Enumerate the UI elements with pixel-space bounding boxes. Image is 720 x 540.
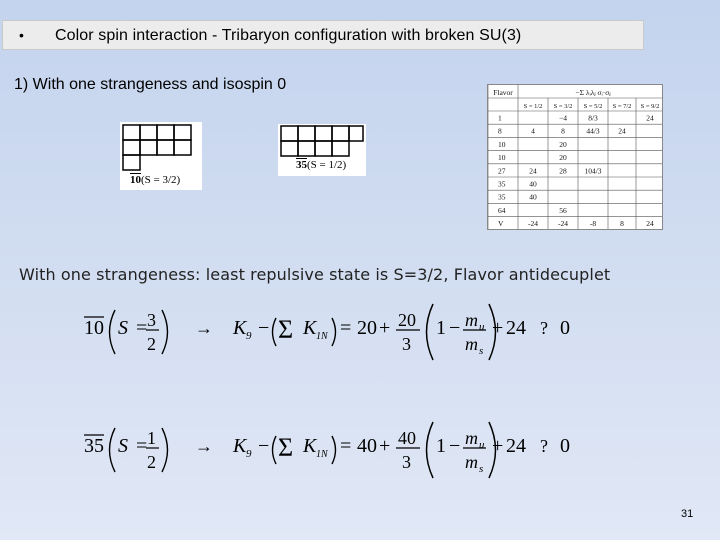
young-rep-antidecuplet: 10 (130, 174, 141, 186)
table-header-eigen: −Σ λᵢλⱼ σᵢ·σⱼ (575, 88, 611, 97)
eq-k9: K (233, 435, 247, 457)
table-cell: 24 (618, 126, 626, 136)
eq-mass-den-sub: s (479, 345, 484, 357)
eq-mass-left-paren (427, 422, 434, 478)
eq-equals: = (136, 435, 148, 457)
table-cell: 40 (529, 179, 537, 189)
conclusion-statement: With one strangeness: least repulsive state is S=3/2, Flavor antidecuplet (19, 265, 611, 284)
eq-mass-den-sub: s (479, 463, 484, 475)
young-spin-35plet: (S = 1/2) (307, 159, 347, 171)
table-row-flavor: 64 (498, 205, 506, 215)
table-cell: 4 (531, 126, 535, 136)
table-cell: 8/3 (588, 113, 598, 123)
eq-sum-sub: 1N (316, 449, 328, 460)
eq-plus: + (379, 317, 391, 339)
eq-rep: 10 (84, 317, 104, 339)
slide-title: Color spin interaction - Tribaryon configuration with broken SU(3) (55, 27, 522, 44)
eq-spin-den: 2 (147, 452, 156, 472)
flavor-spin-table-grid (488, 85, 663, 230)
table-header-spin: S = 9/2 (640, 103, 660, 110)
eq-sum-symbol: Σ (278, 315, 294, 344)
eq-rep: 35 (84, 435, 104, 457)
young-diagram-35plet (278, 124, 366, 176)
eq-sum-k: K (303, 317, 317, 339)
eq-left-paren (110, 428, 116, 472)
young-label-antidecuplet (130, 174, 180, 186)
eq-k9-sub: 9 (246, 330, 252, 342)
section-heading: 1) With one strangeness and isospin 0 (14, 76, 287, 93)
eq-const: 40 (357, 435, 377, 457)
table-cell: -8 (589, 219, 597, 229)
young-rep-35plet: 35 (296, 159, 307, 171)
table-cell: 24 (529, 166, 537, 176)
eq-equals-2: = (340, 317, 352, 339)
table-row-flavor: 1 (498, 113, 502, 123)
bullet-point: • (19, 27, 24, 43)
table-row-flavor: 10 (498, 139, 506, 149)
eq-sum-k: K (303, 435, 317, 457)
eq-zero: 0 (560, 435, 570, 457)
eq-compare: ? (540, 318, 548, 338)
eq-spin-symbol: S (118, 435, 128, 457)
eq-coef-den: 3 (402, 452, 411, 472)
table-cell: 40 (529, 192, 537, 202)
table-row-flavor: 10 (498, 153, 506, 163)
eq-minus-2: − (449, 317, 461, 339)
table-cell: 8 (561, 126, 565, 136)
eq-sum-symbol: Σ (278, 433, 294, 462)
eq-k9: K (233, 317, 247, 339)
eq-one: 1 (436, 435, 446, 457)
table-row-flavor: V (498, 219, 504, 229)
eq-minus: − (258, 435, 270, 457)
table-cell: 24 (646, 219, 654, 229)
eq-arrow: → (195, 436, 213, 456)
eq-sum-left-paren (273, 436, 277, 464)
table-header-flavor: Flavor (493, 88, 513, 97)
eq-sum-right-paren (332, 436, 336, 464)
table-cell: 20 (559, 153, 567, 163)
table-header-spin: S = 7/2 (612, 103, 632, 110)
equation-antidecuplet (80, 302, 600, 362)
eq-zero: 0 (560, 317, 570, 339)
table-header-spin: S = 3/2 (553, 103, 573, 110)
flavor-spin-table (487, 84, 663, 230)
table-cell: 20 (559, 139, 567, 149)
eq-right-paren (162, 310, 168, 354)
eq-sum-left-paren (273, 318, 277, 346)
table-cell: -24 (528, 219, 538, 229)
eq-mass-num-sub: u (479, 321, 485, 333)
eq-minus: − (258, 317, 270, 339)
eq-plus-2: + (492, 317, 504, 339)
table-header-spin: S = 5/2 (583, 103, 603, 110)
eq-sum-sub: 1N (316, 331, 328, 342)
table-cell: 28 (559, 166, 567, 176)
slide-title-bar (2, 20, 644, 50)
eq-coef-num: 40 (398, 428, 416, 448)
eq-mass-num: m (465, 428, 478, 448)
young-spin-antidecuplet: (S = 3/2) (141, 174, 181, 186)
table-row-flavor: 27 (498, 166, 506, 176)
eq-plus: + (379, 435, 391, 457)
eq-mass-num: m (465, 310, 478, 330)
eq-mass-num-sub: u (479, 439, 485, 451)
eq-arrow: → (195, 318, 213, 338)
eq-equals-2: = (340, 435, 352, 457)
eq-coef-den: 3 (402, 334, 411, 354)
table-row-flavor: 35 (498, 192, 506, 202)
table-row-flavor: 8 (498, 126, 502, 136)
eq-coef-num: 20 (398, 310, 416, 330)
eq-right-paren (162, 428, 168, 472)
table-cell: 56 (559, 205, 567, 215)
table-cell: 8 (620, 219, 624, 229)
table-cell: 44/3 (586, 126, 600, 136)
eq-compare: ? (540, 436, 548, 456)
eq-plus-const: 24 (506, 435, 526, 457)
equation-35plet (80, 420, 600, 480)
eq-mass-left-paren (427, 304, 434, 360)
eq-spin-num: 1 (147, 428, 156, 448)
eq-spin-symbol: S (118, 317, 128, 339)
table-cell: 104/3 (584, 166, 602, 176)
table-row-flavor: 35 (498, 179, 506, 189)
eq-const: 20 (357, 317, 377, 339)
eq-k9-sub: 9 (246, 448, 252, 460)
table-cell: 24 (646, 113, 654, 123)
eq-plus-const: 24 (506, 317, 526, 339)
eq-spin-den: 2 (147, 334, 156, 354)
young-label-35plet (296, 159, 346, 171)
young-diagram-antidecuplet (120, 122, 202, 190)
eq-minus-2: − (449, 435, 461, 457)
eq-spin-num: 3 (147, 310, 156, 330)
eq-left-paren (110, 310, 116, 354)
table-cell: -24 (558, 219, 568, 229)
table-cell: −4 (559, 113, 567, 123)
eq-mass-den: m (465, 334, 478, 354)
eq-sum-right-paren (332, 318, 336, 346)
page-number: 31 (681, 508, 694, 520)
eq-plus-2: + (492, 435, 504, 457)
eq-mass-den: m (465, 452, 478, 472)
eq-equals: = (136, 317, 148, 339)
table-header-spin: S = 1/2 (523, 103, 543, 110)
eq-one: 1 (436, 317, 446, 339)
